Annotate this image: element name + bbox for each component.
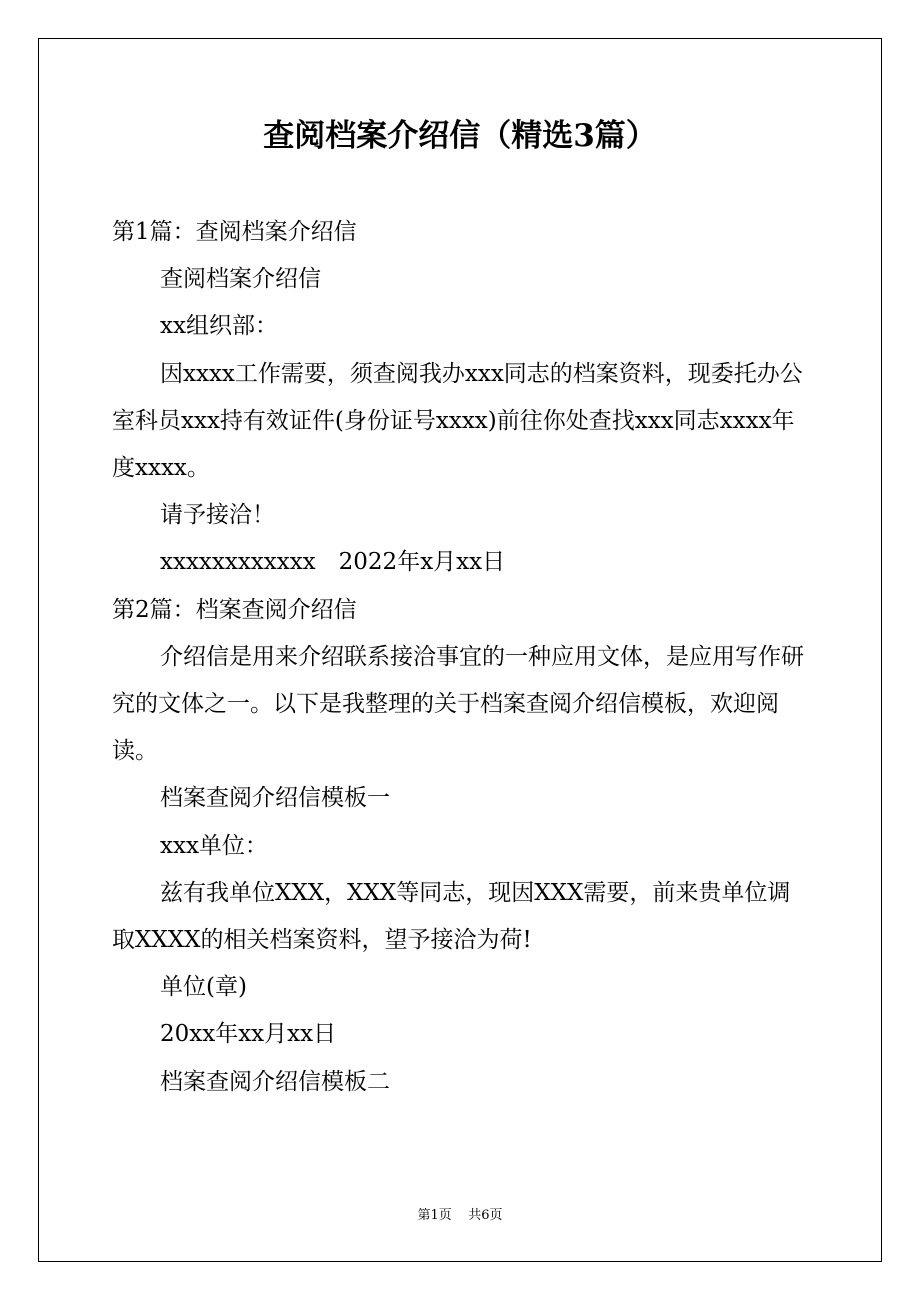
template-seal: 单位(章): [160, 974, 247, 1001]
template-heading-2: 档案查阅介绍信模板二: [160, 1068, 390, 1095]
template-body: 兹有我单位XXX，XXX等同志，现因XXX需要，前来贵单位调取XXXX的相关档案资料，望予接洽为荷!: [112, 879, 791, 954]
letter-title: 查阅档案介绍信: [160, 266, 321, 293]
document-title: 查阅档案介绍信（精选3篇）: [263, 118, 657, 154]
page-footer: [38, 1206, 882, 1226]
section-heading-1: 第1篇：查阅档案介绍信: [112, 219, 357, 245]
template-date: 20xx年xx月xx日: [160, 1021, 337, 1048]
letter-signature-date: xxxxxxxxxxxx 2022年x月xx日: [160, 549, 506, 576]
page-count: 共6页: [468, 1208, 503, 1223]
letter-closing: 请予接洽！: [160, 502, 275, 529]
template-heading-1: 档案查阅介绍信模板一: [160, 785, 390, 812]
document-body: [112, 209, 812, 1106]
letter-recipient: xx组织部：: [160, 313, 278, 340]
section-heading-2: 第2篇：档案查阅介绍信: [112, 596, 357, 623]
letter-body: 因xxxx工作需要，须查阅我办xxx同志的档案资料，现委托办公室科员xxx持有效证件(身份证号xxxx)前往你处查找xxx同志xxxx年度xxxx。: [112, 360, 803, 482]
page-number: 第1页: [417, 1208, 452, 1223]
intro-paragraph: 介绍信是用来介绍联系接洽事宜的一种应用文体，是应用写作研究的文体之一。以下是我整理的关于档案查阅介绍信模板，欢迎阅读。: [112, 643, 804, 765]
template-recipient: xxx单位：: [160, 832, 268, 859]
